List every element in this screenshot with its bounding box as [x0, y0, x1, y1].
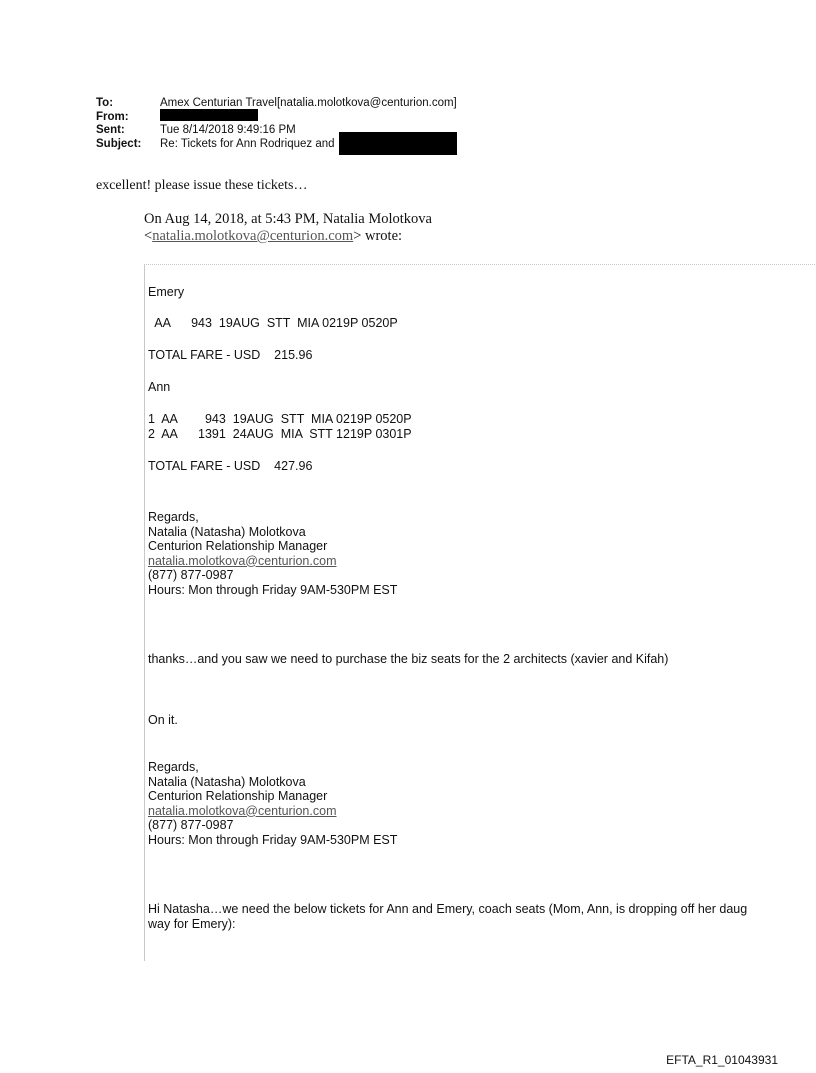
- sig2-title: Centurion Relationship Manager: [148, 789, 328, 803]
- hi-message-line-2: way for Emery):: [148, 917, 236, 931]
- to-value: Amex Centurian Travel[natalia.molotkova@centurion.com]: [160, 97, 457, 109]
- sig1-regards: Regards,: [148, 510, 199, 524]
- to-label: To:: [96, 97, 114, 109]
- email-header: [96, 97, 457, 155]
- reply-text: excellent! please issue these tickets…: [96, 178, 308, 193]
- on-it-message: On it.: [148, 713, 178, 727]
- quoted-message: [144, 264, 816, 961]
- sent-label: Sent:: [96, 124, 125, 136]
- attribution-wrote: > wrote:: [353, 228, 403, 244]
- sig1-title: Centurion Relationship Manager: [148, 539, 328, 553]
- sig2-regards: Regards,: [148, 760, 199, 774]
- to-row: [96, 97, 457, 111]
- emery-name: Emery: [148, 285, 185, 299]
- ann-flight-2: 2 AA 1391 24AUG MIA STT 1219P 0301P: [148, 427, 412, 441]
- sent-value: Tue 8/14/2018 9:49:16 PM: [160, 124, 296, 136]
- attribution-line: On Aug 14, 2018, at 5:43 PM, Natalia Molotkova: [144, 211, 432, 227]
- sig2-name: Natalia (Natasha) Molotkova: [148, 774, 306, 789]
- document-id: EFTA_R1_01043931: [666, 1053, 778, 1067]
- sig2-email-link[interactable]: natalia.molotkova@centurion.com: [148, 803, 337, 818]
- subject-label: Subject:: [96, 137, 142, 150]
- signature-2: [148, 760, 397, 847]
- emery-fare: TOTAL FARE - USD 215.96: [148, 348, 313, 362]
- quoted-attribution: [144, 211, 432, 245]
- sig1-email-link[interactable]: natalia.molotkova@centurion.com: [148, 553, 337, 568]
- sig1-name: Natalia (Natasha) Molotkova: [148, 524, 306, 539]
- ann-name: Ann: [148, 380, 171, 394]
- thanks-message: thanks…and you saw we need to purchase the biz seats for the 2 architects (xavier and Kifah): [148, 652, 669, 666]
- emery-flight: AA 943 19AUG STT MIA 0219P 0520P: [148, 316, 398, 330]
- sig1-hours: Hours: Mon through Friday 9AM-530PM EST: [148, 582, 398, 597]
- subject-row: [96, 138, 457, 155]
- ann-flight-1: 1 AA 943 19AUG STT MIA 0219P 0520P: [148, 412, 412, 426]
- signature-1: [148, 510, 397, 597]
- attribution-lt: <: [144, 228, 153, 244]
- attribution-email-line: [144, 228, 432, 245]
- subject-redaction: [339, 132, 457, 155]
- hi-message-line-1: Hi Natasha…we need the below tickets for Ann and Emery, coach seats (Mom, Ann, is dropping off her daug: [148, 902, 748, 916]
- subject-value: Re: Tickets for Ann Rodriquez and: [160, 137, 335, 150]
- attribution-email-link[interactable]: natalia.molotkova@centurion.com: [152, 228, 354, 244]
- from-label: From:: [96, 110, 129, 123]
- sig2-phone: (877) 877-0987: [148, 818, 234, 832]
- sig1-phone: (877) 877-0987: [148, 568, 234, 582]
- sig2-hours: Hours: Mon through Friday 9AM-530PM EST: [148, 832, 398, 847]
- from-redaction: [160, 109, 258, 121]
- from-row: [96, 111, 457, 125]
- ann-fare: TOTAL FARE - USD 427.96: [148, 459, 313, 473]
